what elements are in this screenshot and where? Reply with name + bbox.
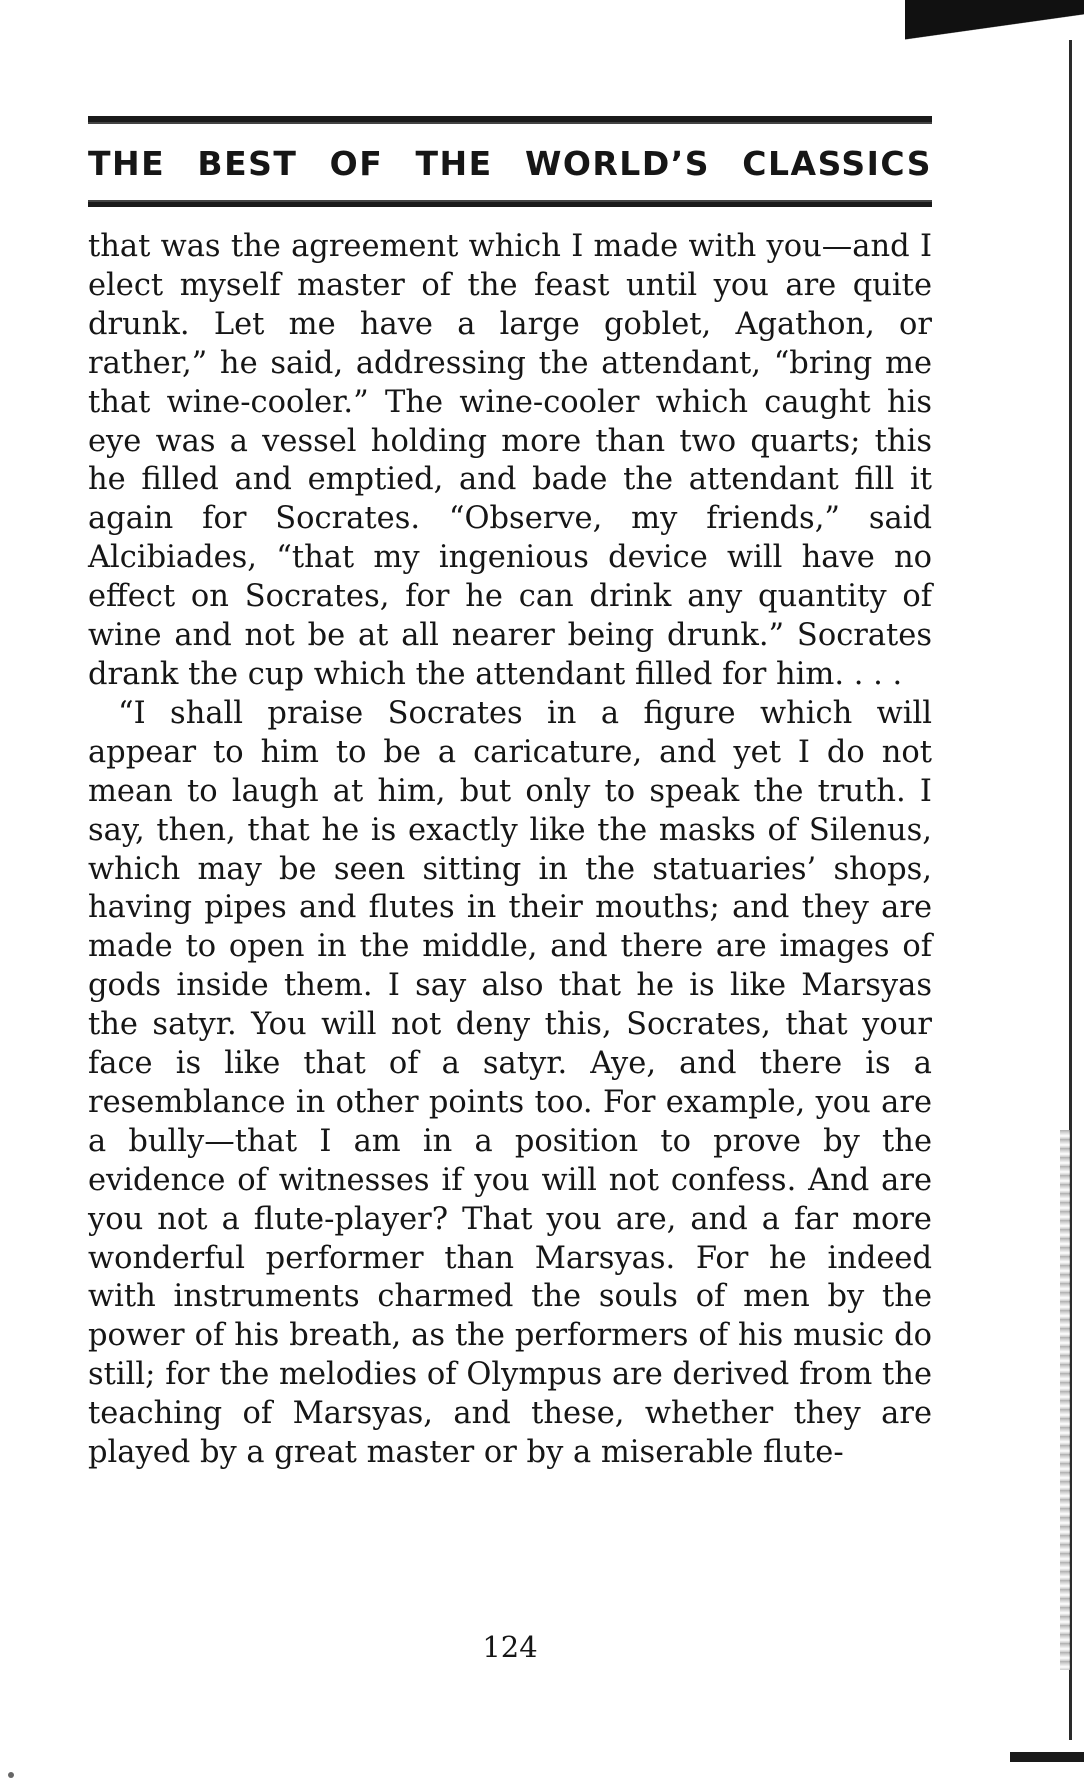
page-number: 124 (482, 1630, 538, 1664)
scan-speck (8, 1772, 14, 1778)
running-head: THE BEST OF THE WORLD’S CLASSICS (88, 144, 932, 183)
body-text (88, 228, 932, 1473)
header-rule-top (88, 116, 932, 124)
binding-edge-bottom (1010, 1752, 1084, 1762)
binding-edge-shadow (905, 0, 1084, 46)
paragraph-continued: that was the agreement which I made with you—and I elect myself master of the feast until you are quite drunk. Let me have a large goblet, Agathon, or rather,” he said, addressing the attendant, “bring me that wine-cooler.” The wine-cooler which caught his eye was a vessel holding more than two quarts; this he filled and emptied, and bade the attendant fill it again for Socrates. “Observe, my friends,” said Alcibiades, “that my ingenious device will have no effect on Socrates, for he can drink any quantity of wine and not be at all nearer being drunk.” Socrates drank the cup which the attendant filled for him. . . . (88, 229, 932, 692)
header-rule-bottom (88, 200, 932, 207)
binding-edge-speckle (1060, 1130, 1070, 1670)
paragraph-alcibiades-speech: “I shall praise Socrates in a figure which will appear to him to be a caricature, and yet I do not mean to laugh at him, but only to speak the truth. I say, then, that he is exactly like the masks of Silenus, which may be seen sitting in the statuaries’ shops, having pipes and flutes in their mouths; and they are made to open in the middle, and there are images of gods inside them. I say also that he is like Marsyas the satyr. You will not deny this, Socrates, that your face is like that of a satyr. Aye, and there is a resemblance in other points too. For example, you are a bully—that I am in a position to prove by the evidence of witnesses if you will not confess. And are you not a flute-player? That you are, and a far more wonderful performer than Marsyas. For he indeed with instruments charmed the souls of men by the power of his breath, as the performers of his music do still; for the melodies of Olympus are derived from the teaching of Marsyas, and these, whether they are played by a great master or by a miserable flute- (88, 695, 932, 1471)
